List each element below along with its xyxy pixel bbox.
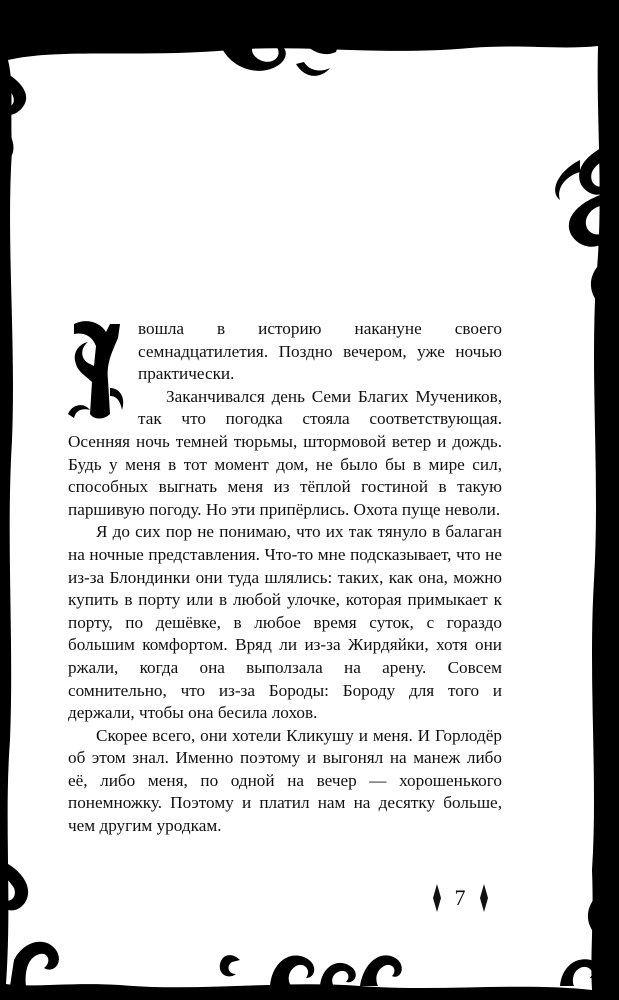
paragraph-2: Заканчивался день Семи Благих Мучеников, так что погодка стояла соответствующая. Осенняя ночь темней тюрьмы, штормовой ветер и дождь. Будь у меня в тот момент дом, не было бы в мире сил, способных выгнать меня из тёплой гостиной в такую паршивую погоду. Но эти припёрлись. Охота пуще неволи. bbox=[68, 386, 502, 519]
paragraph-1: вошла в историю накануне своего семнадцатилетия. Поздно вечером, уже ночью практически. bbox=[138, 319, 502, 384]
ornament-right-icon bbox=[480, 884, 488, 912]
drop-cap bbox=[66, 318, 128, 422]
paragraph-4: Скорее всего, они хотели Кликушу и меня. И Горлодёр об этом знал. Именно поэтому и выгонял на манеж либо её, либо меня, по одной на вечер — хорошенького понемножку. Поэтому и платил нам на десятку больше, чем другим уродкам. bbox=[68, 725, 502, 836]
chapter-text bbox=[68, 318, 502, 838]
paragraph-3: Я до сих пор не понимаю, что их так тянуло в балаган на ночные представления. Что-то мне подсказывает, что не из-за Блондинки они туда шлялись: таких, как она, можно купить в порту или в любой улочке, которая примыкает к порту, по дешёвке, в любое время суток, с гораздо большим комфортом. Вряд ли из-за Жирдяйки, хотя они ржали, когда она выползала на арену. Совсем сомнительно, что из-за Бороды: Бороду для того и держали, чтобы она бесила лохов. bbox=[68, 522, 502, 723]
ornament-left-icon bbox=[433, 884, 441, 912]
page-number: 7 bbox=[454, 885, 466, 910]
page-number-block bbox=[410, 880, 510, 916]
drop-cap-ornament bbox=[66, 318, 128, 422]
